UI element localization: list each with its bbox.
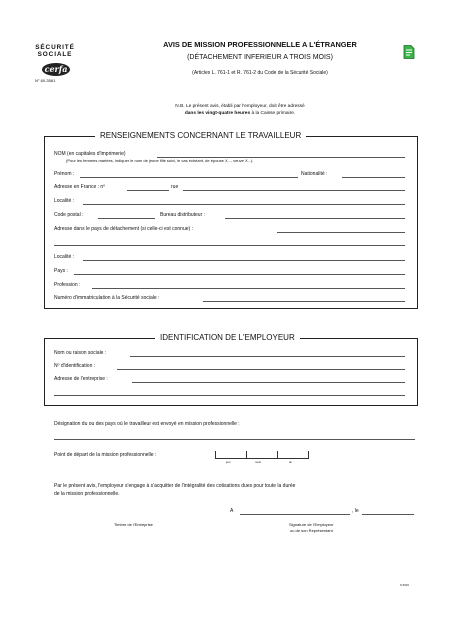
immatriculation-field[interactable] [203,301,405,302]
adresse-entreprise-field[interactable] [132,382,405,383]
prenom-label: Prénom : [54,171,75,177]
cerfa-number: N° 60-3561 [35,78,56,83]
adresse-detachement-label: Adresse dans le pays de détachement (si celle-ci est connue) : [54,226,193,232]
sociale-text: SOCIALE [37,51,73,58]
identification-label: Nº d'identification : [54,363,96,369]
code-postal-label: Code postal : [54,212,84,218]
identification-field[interactable] [117,369,405,370]
worker-section-title: RENSEIGNEMENTS CONCERNANT LE TRAVAILLEUR [95,131,306,140]
nom-label: NOM (en capitales d'imprimerie) [54,151,126,157]
nom-note: (Pour les femmes mariées, indiquer le nom de jeune fille suivi, le cas échéant, de épouse X..., veuve X...). [66,158,254,163]
bureau-label: Bureau distributeur : [160,212,206,218]
adresse-detachement-field[interactable] [277,232,405,233]
form-code: S 5003 [400,583,409,587]
signature-label-2: ou de son Représentant [290,528,333,533]
nb-notice [120,104,360,117]
raison-sociale-label: Nom ou raison sociale : [54,350,107,356]
bureau-field[interactable] [225,218,405,219]
profession-label: Profession : [54,282,81,288]
form-articles: (Articles L. 761-1 et R. 761-2 du Code de la Sécurité Sociale) [192,70,328,76]
adresse-entreprise-label: Adresse de l'entreprise : [54,376,108,382]
timbre-label: Timbre de l'Entreprise [114,522,153,527]
code-postal-field[interactable] [98,218,155,219]
designation-label: Désignation du ou des pays où le travailleur est envoyé en mission professionnelle : [54,421,240,427]
localite-field[interactable] [83,204,405,205]
form-subtitle: (DÉTACHEMENT INFERIEUR A TROIS MOIS) [187,54,333,61]
date-an-label: an [289,460,293,464]
form-title: AVIS DE MISSION PROFESSIONNELLE A L'ÉTRANGER [163,40,357,49]
nb-line2-rest: à la Caisse primaire. [250,110,296,116]
immatriculation-label: Numéro d'immatriculation à la Sécurité sociale : [54,295,160,301]
prenom-field[interactable] [80,177,298,178]
pays-field[interactable] [74,274,405,275]
securite-sociale-logo [34,44,76,58]
securite-text: SÉCURITÉ [35,44,75,51]
nb-line1: N.B. Le présent avis, établi par l'employeur, doit être adressé [175,104,305,109]
nb-line2 [120,111,360,118]
adresse-label: Adresse en France : nº [54,184,106,190]
engagement-line2: de la mission professionnelle. [54,491,120,497]
profession-field[interactable] [92,288,405,289]
date-le-label: , le [352,508,359,514]
nb-line2-bold: dans les vingt-quatre heures [184,110,251,116]
date-divider-2 [277,451,278,458]
date-mois-label: mois [255,460,261,464]
date-jour-label: jour [226,460,231,464]
document-icon[interactable] [403,45,415,59]
depart-date-field[interactable] [215,451,309,459]
nationalite-field[interactable] [342,177,405,178]
nationalite-label: Nationalité : [301,171,328,177]
depart-label: Point de départ de la mission professionnelle : [54,452,157,458]
designation-field[interactable] [54,439,415,440]
signature-date-field[interactable] [362,514,414,515]
pays-label: Pays : [54,268,68,274]
adresse-entreprise-field-2[interactable] [54,395,405,396]
lieu-label: A [230,508,234,514]
adresse-numero-field[interactable] [127,190,169,191]
lieu-field[interactable] [240,514,350,515]
cerfa-logo: cerfa [42,63,70,76]
localite-label: Localité : [54,198,75,204]
raison-sociale-field[interactable] [130,356,405,357]
signature-label-1: Signature de l'Employeur [289,522,334,527]
date-divider-1 [246,451,247,458]
engagement-line1: Par le présent avis, l'employeur s'engage à s'acquitter de l'intégralité des cotisations dues pour toute la durée [54,483,296,489]
rue-field[interactable] [183,190,405,191]
rue-label: rue [171,184,179,190]
employer-section-title: IDENTIFICATION DE L'EMPLOYEUR [155,333,300,342]
adresse-detachement-field-2[interactable] [54,245,405,246]
localite2-label: Localité : [54,254,75,260]
localite2-field[interactable] [83,260,405,261]
